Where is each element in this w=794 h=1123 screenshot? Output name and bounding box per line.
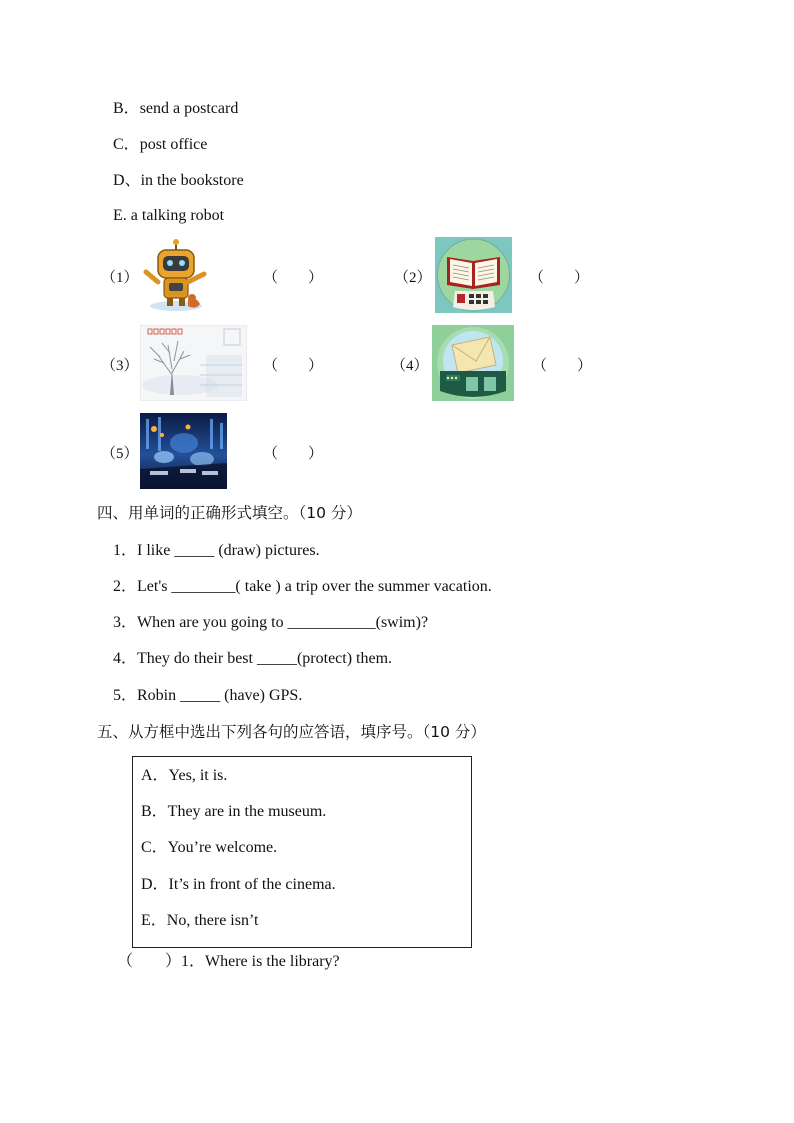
answer-blank[interactable]: （ ） (529, 270, 590, 286)
fill-blank-item: 2．Let's ________( take ) a trip over the summer vacation. (113, 578, 492, 595)
fill-blank-item: 1．I like _____ (draw) pictures. (113, 542, 320, 559)
answer-choice: E．No, there isn’t (141, 912, 259, 929)
museum-photo-icon (140, 413, 227, 489)
postcard-icon (140, 325, 247, 401)
picture-item-number: （3） (101, 358, 139, 374)
section-4-heading: 四、用单词的正确形式填空。（10 分） (97, 504, 362, 522)
question-text: 1．Where is the library? (181, 953, 340, 970)
fill-blank-item: 4．They do their best _____(protect) them. (113, 650, 393, 667)
fill-blank-item: 5．Robin _____ (have) GPS. (113, 687, 303, 704)
answer-blank[interactable]: （ ） (263, 446, 324, 462)
answer-blank[interactable]: （ ） (532, 358, 593, 374)
fill-blank-item: 3．When are you going to ___________(swim)? (113, 614, 429, 631)
answer-choice: C．You’re welcome. (141, 839, 278, 856)
picture-item-number: （5） (101, 446, 139, 462)
post-office-icon (432, 325, 514, 401)
bookstore-icon (435, 237, 512, 313)
option-e: E. a talking robot (113, 207, 225, 224)
robot-icon (140, 238, 212, 312)
option-d: D、in the bookstore (113, 172, 244, 189)
answer-choices-box (132, 756, 472, 948)
option-c: C．post office (113, 136, 208, 153)
answer-choice: D．It’s in front of the cinema. (141, 876, 336, 893)
picture-item-number: （2） (394, 270, 432, 286)
answer-blank[interactable]: （ ） (263, 270, 324, 286)
section-5-heading: 五、从方框中选出下列各句的应答语，填序号。（10 分） (97, 723, 486, 741)
option-b: B．send a postcard (113, 100, 239, 117)
picture-item-number: （4） (391, 358, 429, 374)
answer-choice: B．They are in the museum. (141, 803, 327, 820)
answer-blank[interactable]: （ ） (117, 953, 182, 970)
answer-blank[interactable]: （ ） (263, 358, 324, 374)
question-line (117, 952, 340, 972)
picture-item-number: （1） (101, 270, 139, 286)
answer-choice: A．Yes, it is. (141, 767, 228, 784)
